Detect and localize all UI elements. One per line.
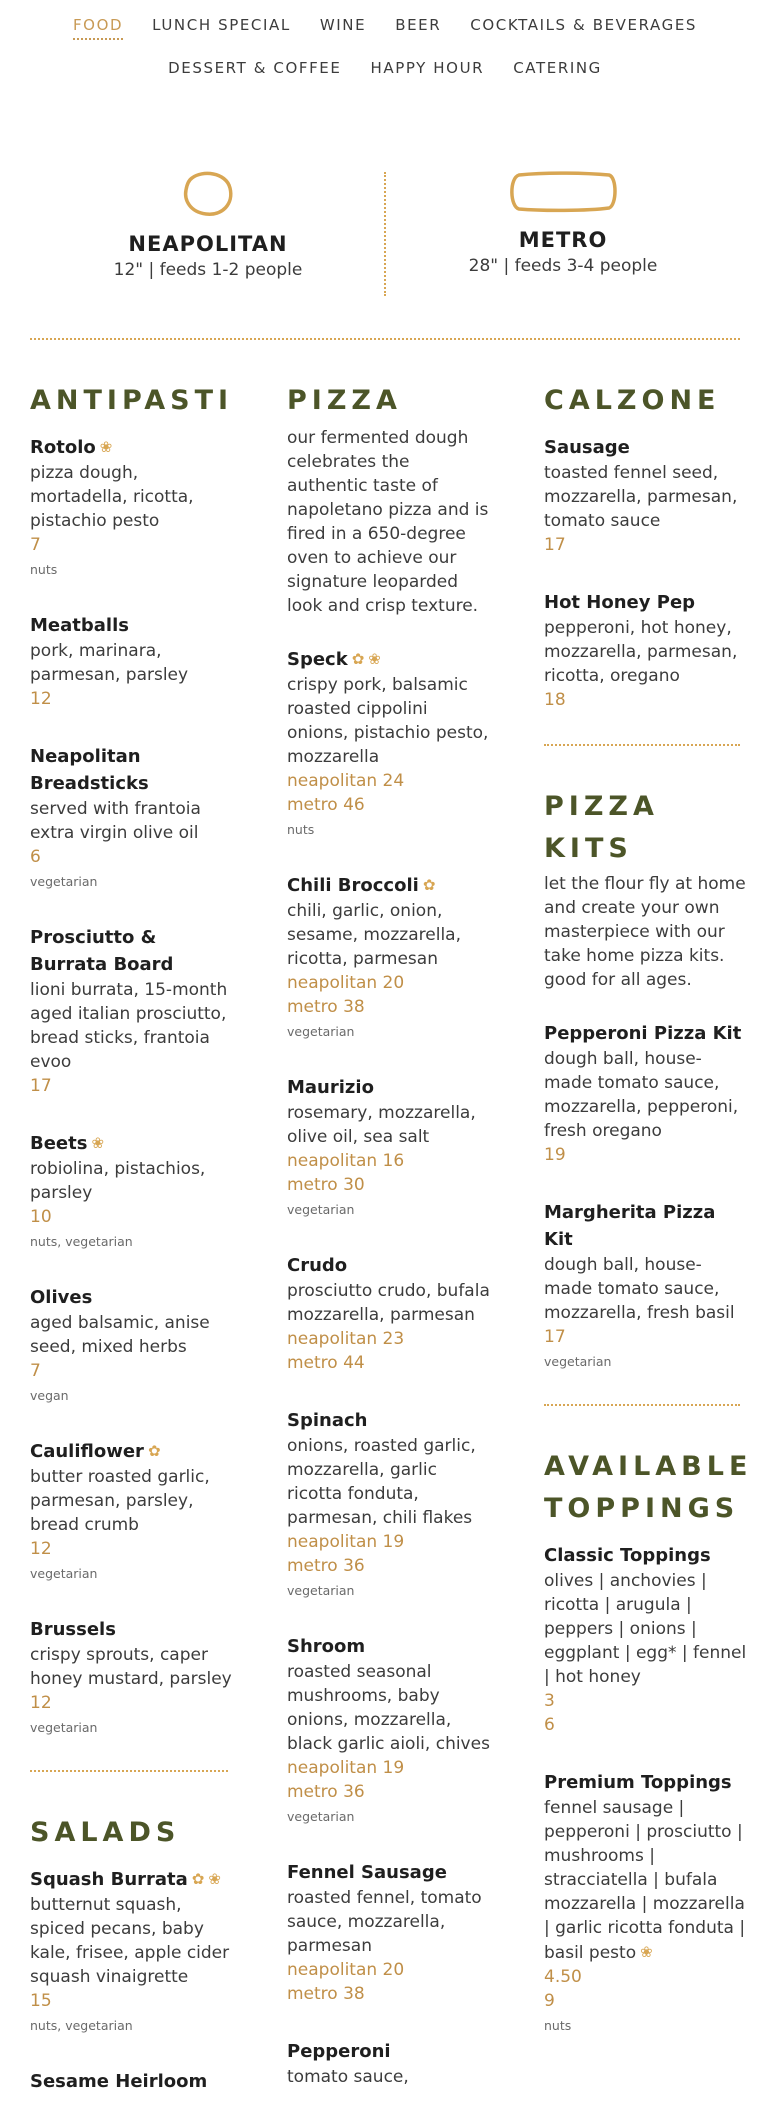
menu-item <box>544 1199 749 1372</box>
item-price-neapolitan: neapolitan 19 <box>287 1758 405 1778</box>
item-price: 7 <box>30 1361 41 1381</box>
section-divider <box>30 338 740 340</box>
item-desc: robiolina, pistachios, parsley <box>30 1159 206 1203</box>
item-price: 19 <box>544 1145 566 1165</box>
metro-shape-icon <box>507 170 619 214</box>
menu-item <box>287 872 492 1042</box>
nut-icon: ❀ <box>91 1134 105 1152</box>
item-desc: roasted fennel, tomato sauce, mozzarella, parmesan <box>287 1888 482 1956</box>
item-price-neapolitan: neapolitan 16 <box>287 1151 405 1171</box>
item-price-metro: metro 44 <box>287 1353 365 1373</box>
menu-item <box>30 434 235 580</box>
salads-title: SALADS <box>30 1817 181 1848</box>
item-desc: served with frantoia extra virgin olive oil <box>30 799 201 843</box>
item-desc: dough ball, house-made tomato sauce, mozzarella, fresh basil <box>544 1255 735 1323</box>
item-name: Crudo <box>287 1255 348 1276</box>
item-price: 17 <box>30 1076 52 1096</box>
item-tag: nuts <box>287 822 315 837</box>
gluten-icon: ✿ <box>351 650 365 668</box>
item-price-metro: metro 38 <box>287 997 365 1017</box>
menu-item <box>544 1020 749 1167</box>
item-price: 17 <box>544 1327 566 1347</box>
gluten-icon: ✿ <box>147 1442 161 1460</box>
item-price: 18 <box>544 690 566 710</box>
pizza-kits-intro: let the flour fly at home and create your own masterpiece with our take home pizza kits. good for all ages. <box>544 874 746 990</box>
nav-catering[interactable]: CATERING <box>513 59 602 77</box>
nav-row-2 <box>0 59 770 81</box>
item-desc: butter roasted garlic, parmesan, parsley, bread crumb <box>30 1467 210 1535</box>
neapolitan-shape-icon <box>182 170 234 218</box>
item-name: Neapolitan Breadsticks <box>30 746 149 794</box>
size-metro-name: METRO <box>518 228 608 252</box>
item-desc: onions, roasted garlic, mozzarella, garlic ricotta fonduta, parmesan, chili flakes <box>287 1436 476 1528</box>
item-price-neapolitan: neapolitan 20 <box>287 973 405 993</box>
item-price: 17 <box>544 535 566 555</box>
item-price-metro: metro 36 <box>287 1556 365 1576</box>
item-tag: nuts <box>544 2018 572 2033</box>
item-desc: crispy pork, balsamic roasted cippolini onions, pistachio pesto, mozzarella <box>287 675 489 767</box>
item-desc: pepperoni, hot honey, mozzarella, parmesan, ricotta, oregano <box>544 618 738 686</box>
item-desc: aged balsamic, anise seed, mixed herbs <box>30 1313 210 1357</box>
menu-item <box>544 589 749 712</box>
item-name: Beets <box>30 1133 88 1154</box>
pizza-title: PIZZA <box>287 385 402 416</box>
item-desc: fennel sausage | pepperoni | prosciutto | mushrooms | stracciatella | bufala mozzarella | mozzarella | garlic ricotta fonduta | basil pesto <box>544 1798 746 1963</box>
item-desc: crispy sprouts, caper honey mustard, parsley <box>30 1645 232 1689</box>
item-price-neapolitan: neapolitan 23 <box>287 1329 405 1349</box>
nav-beer[interactable]: BEER <box>395 16 442 34</box>
item-name: Classic Toppings <box>544 1545 711 1566</box>
toppings-title: AVAILABLE TOPPINGS <box>544 1451 753 1524</box>
item-desc: roasted seasonal mushrooms, baby onions, mozzarella, black garlic aioli, chives <box>287 1662 490 1754</box>
pizza-intro: our fermented dough celebrates the authentic taste of napoletano pizza and is fired in a 650-degree oven to achieve our signature leoparded look and crisp texture. <box>287 428 489 616</box>
item-name: Rotolo <box>30 437 96 458</box>
item-desc: tomato sauce, <box>287 2067 409 2087</box>
item-desc: butternut squash, spiced pecans, baby kale, frisee, apple cider squash vinaigrette <box>30 1895 230 1987</box>
nav-happy-hour[interactable]: HAPPY HOUR <box>370 59 485 77</box>
calzone-title: CALZONE <box>544 385 721 416</box>
item-tag: nuts <box>30 562 58 577</box>
menu-item <box>30 1284 235 1406</box>
menu-item <box>30 1616 235 1738</box>
item-price-neapolitan: neapolitan 19 <box>287 1532 405 1552</box>
column-divider <box>30 1770 228 1772</box>
item-tag: vegetarian <box>544 1354 612 1369</box>
item-desc: prosciutto crudo, bufala mozzarella, parmesan <box>287 1281 490 1325</box>
menu-item <box>30 1130 235 1252</box>
size-metro <box>413 170 713 276</box>
item-name: Pepperoni Pizza Kit <box>544 1023 742 1044</box>
item-name: Pepperoni <box>287 2041 391 2062</box>
item-name: Speck <box>287 649 348 670</box>
item-tag: vegetarian <box>287 1202 355 1217</box>
item-price-neapolitan: neapolitan 20 <box>287 1960 405 1980</box>
item-name: Brussels <box>30 1619 116 1640</box>
column-divider <box>544 744 740 746</box>
column-divider <box>544 1404 740 1406</box>
item-name: Squash Burrata <box>30 1869 188 1890</box>
size-neapolitan-name: NEAPOLITAN <box>128 232 288 256</box>
item-price-metro: metro 46 <box>287 795 365 815</box>
menu-item <box>544 1769 749 2036</box>
nav-row-1 <box>0 16 770 40</box>
size-neapolitan-desc: 12" | feeds 1-2 people <box>113 260 303 280</box>
gluten-icon: ✿ <box>191 1870 205 1888</box>
item-price-metro: 9 <box>544 1991 555 2011</box>
item-name: Premium Toppings <box>544 1772 732 1793</box>
menu-item <box>287 646 492 840</box>
item-price: 12 <box>30 1539 52 1559</box>
nav-food[interactable]: FOOD <box>73 16 123 40</box>
item-desc: pizza dough, mortadella, ricotta, pistachio pesto <box>30 463 194 531</box>
menu-item <box>30 743 235 892</box>
item-desc: toasted fennel seed, mozzarella, parmesan, tomato sauce <box>544 463 738 531</box>
nut-icon: ❀ <box>208 1870 221 1888</box>
nut-icon: ❀ <box>368 650 381 668</box>
item-price-neapolitan: neapolitan 24 <box>287 771 405 791</box>
item-price: 7 <box>30 535 41 555</box>
item-name: Sesame Heirloom <box>30 2071 208 2092</box>
column-pizza <box>287 380 492 2121</box>
menu-item <box>544 434 749 557</box>
menu-item <box>30 924 235 1098</box>
menu-item <box>287 1633 492 1827</box>
gluten-icon: ✿ <box>422 876 436 894</box>
item-desc: olives | anchovies | ricotta | arugula | peppers | onions | eggplant | egg* | fennel | hot honey <box>544 1571 747 1687</box>
antipasti-title: ANTIPASTI <box>30 385 234 416</box>
item-name: Hot Honey Pep <box>544 592 696 613</box>
item-name: Cauliflower <box>30 1441 144 1462</box>
menu-item <box>30 1438 235 1584</box>
nav-lunch-special[interactable]: LUNCH SPECIAL <box>152 16 291 34</box>
item-name: Spinach <box>287 1410 368 1431</box>
nav-dessert-coffee[interactable]: DESSERT & COFFEE <box>168 59 342 77</box>
size-divider <box>384 172 386 296</box>
item-tag: vegan <box>30 1388 69 1403</box>
item-tag: vegetarian <box>287 1809 355 1824</box>
item-desc: lioni burrata, 15-month aged italian prosciutto, bread sticks, frantoia evoo <box>30 980 228 1072</box>
item-desc: rosemary, mozzarella, olive oil, sea salt <box>287 1103 476 1147</box>
item-price-metro: metro 36 <box>287 1782 365 1802</box>
item-price-metro: metro 38 <box>287 1984 365 2004</box>
item-name: Fennel Sausage <box>287 1862 447 1883</box>
item-price-neapolitan: 4.50 <box>544 1967 582 1987</box>
item-tag: vegetarian <box>30 1720 98 1735</box>
item-tag: vegetarian <box>287 1024 355 1039</box>
item-price: 12 <box>30 689 52 709</box>
item-price: 6 <box>30 847 41 867</box>
menu-item <box>30 2068 235 2095</box>
menu-item <box>287 1252 492 1375</box>
item-name: Olives <box>30 1287 93 1308</box>
item-desc: pork, marinara, parmesan, parsley <box>30 641 189 685</box>
item-price: 15 <box>30 1991 52 2011</box>
nut-icon: ❀ <box>640 1943 653 1961</box>
menu-item <box>287 1074 492 1220</box>
item-name: Maurizio <box>287 1077 374 1098</box>
item-name: Prosciutto & Burrata Board <box>30 927 174 975</box>
item-desc: dough ball, house-made tomato sauce, mozzarella, pepperoni, fresh oregano <box>544 1049 739 1141</box>
item-name: Margherita Pizza Kit <box>544 1202 716 1250</box>
item-desc: chili, garlic, onion, sesame, mozzarella, ricotta, parmesan <box>287 901 461 969</box>
item-tag: nuts, vegetarian <box>30 1234 133 1249</box>
size-metro-desc: 28" | feeds 3-4 people <box>468 256 658 276</box>
item-name: Sausage <box>544 437 630 458</box>
item-tag: vegetarian <box>287 1583 355 1598</box>
pizza-kits-title: PIZZA KITS <box>544 791 659 864</box>
item-name: Meatballs <box>30 615 129 636</box>
menu-item <box>30 612 235 711</box>
item-price: 12 <box>30 1693 52 1713</box>
menu-item <box>287 1407 492 1601</box>
size-neapolitan <box>58 170 358 280</box>
item-tag: vegetarian <box>30 874 98 889</box>
nut-icon: ❀ <box>99 438 113 456</box>
nav-wine[interactable]: WINE <box>319 16 367 34</box>
menu-item <box>287 1859 492 2006</box>
menu-item <box>30 1866 235 2036</box>
item-name: Shroom <box>287 1636 366 1657</box>
column-calzone-kits-toppings <box>544 380 753 2068</box>
item-tag: vegetarian <box>30 1566 98 1581</box>
item-tag: nuts, vegetarian <box>30 2018 133 2033</box>
item-name: Chili Broccoli <box>287 875 419 896</box>
item-price-neapolitan: 3 <box>544 1691 555 1711</box>
item-price: 10 <box>30 1207 52 1227</box>
item-price-metro: 6 <box>544 1715 555 1735</box>
menu-item <box>544 1542 749 1737</box>
menu-item <box>287 2038 492 2089</box>
nav-cocktails-beverages[interactable]: COCKTAILS & BEVERAGES <box>470 16 698 34</box>
item-price-metro: metro 30 <box>287 1175 365 1195</box>
column-antipasti-salads <box>30 380 235 2127</box>
